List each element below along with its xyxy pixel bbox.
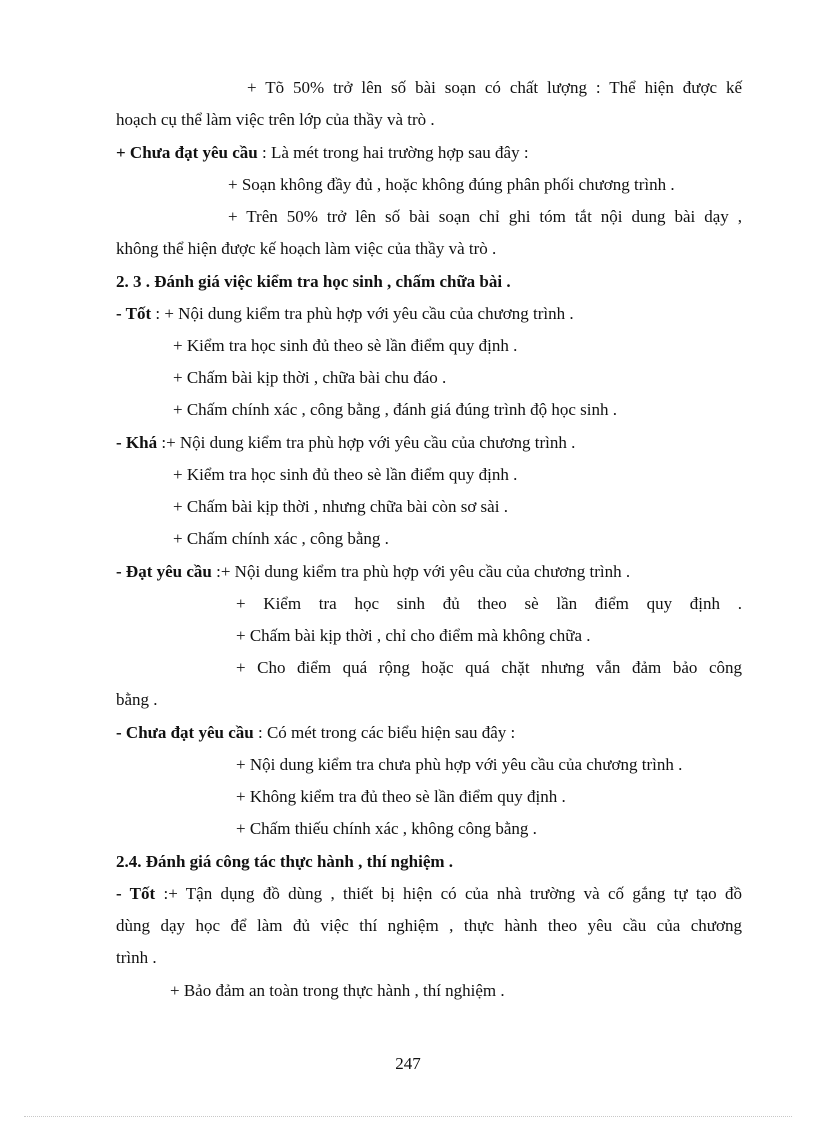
- text-line: + Chấm bài kịp thời , chữa bài chu đáo .: [173, 368, 447, 387]
- text-line: + Chấm chính xác , công bằng .: [173, 529, 389, 548]
- section-heading: 2. 3 . Đánh giá việc kiểm tra học sinh , chấm chữa bài .: [116, 272, 511, 291]
- criterion-label: + Chưa đạt yêu cầu: [116, 143, 258, 162]
- text-line: dùng dạy học để làm đủ việc thí nghiệm , thực hành theo yêu cầu của chương: [116, 916, 742, 935]
- text-line: - Chưa đạt yêu cầu : Có mét trong các biểu hiện sau đây :: [116, 723, 516, 742]
- text-line: + Nội dung kiểm tra chưa phù hợp với yêu cầu của chương trình .: [236, 755, 683, 774]
- text-line: hoạch cụ thể làm việc trên lớp của thầy và trò .: [116, 110, 435, 129]
- criterion-label: - Tốt: [116, 884, 156, 903]
- text-line: + Kiểm tra học sinh đủ theo sè lần điểm quy định .: [173, 336, 518, 355]
- text-line: + Không kiểm tra đủ theo sè lần điểm quy định .: [236, 787, 566, 806]
- text-line: không thể hiện được kế hoạch làm việc của thầy và trò .: [116, 239, 497, 258]
- text-line: + Trên 50% trở lên số bài soạn chỉ ghi tóm tắt nội dung bài dạy ,: [228, 207, 742, 226]
- text-line: - Tốt :+ Tận dụng đồ dùng , thiết bị hiện có của nhà trường và cố gắng tự tạo đồ: [116, 884, 742, 903]
- text-line: bằng .: [116, 690, 158, 709]
- text-line: + Soạn không đầy đủ , hoặc không đúng phân phối chương trình .: [228, 175, 675, 194]
- text-line: trình .: [116, 948, 157, 967]
- text-line: + Tõ 50% trở lên số bài soạn có chất lượng : Thể hiện được kế: [247, 78, 742, 97]
- text-line: + Chấm chính xác , công bằng , đánh giá đúng trình độ học sinh .: [173, 400, 617, 419]
- criterion-label: - Chưa đạt yêu cầu: [116, 723, 254, 742]
- text-line: - Đạt yêu cầu :+ Nội dung kiểm tra phù hợp với yêu cầu của chương trình .: [116, 562, 631, 581]
- criterion-label: - Khá: [116, 433, 158, 452]
- text-line: - Khá :+ Nội dung kiểm tra phù hợp với yêu cầu của chương trình .: [116, 433, 576, 452]
- page-number: 247: [395, 1054, 421, 1073]
- text-line: + Kiểm tra học sinh đủ theo sè lần điểm quy định .: [173, 465, 518, 484]
- text-line: + Kiểm tra học sinh đủ theo sè lần điểm quy định .: [236, 594, 742, 613]
- page-border: [24, 1116, 792, 1117]
- criterion-label: - Đạt yêu cầu: [116, 562, 212, 581]
- text-line: + Chấm bài kịp thời , chỉ cho điểm mà không chữa .: [236, 626, 591, 645]
- text-line: + Cho điểm quá rộng hoặc quá chặt nhưng vẫn đảm bảo công: [236, 658, 742, 677]
- text-line: + Bảo đảm an toàn trong thực hành , thí nghiệm .: [170, 981, 505, 1000]
- section-heading: 2.4. Đánh giá công tác thực hành , thí nghiệm .: [116, 852, 454, 871]
- text-line: + Chấm thiếu chính xác , không công bằng .: [236, 819, 537, 838]
- criterion-label: - Tốt: [116, 304, 152, 323]
- text-line: - Tốt : + Nội dung kiểm tra phù hợp với yêu cầu của chương trình .: [116, 304, 574, 323]
- text-line: + Chấm bài kịp thời , nhưng chữa bài còn sơ sài .: [173, 497, 508, 516]
- text-line: + Chưa đạt yêu cầu : Là mét trong hai trường hợp sau đây :: [116, 143, 529, 162]
